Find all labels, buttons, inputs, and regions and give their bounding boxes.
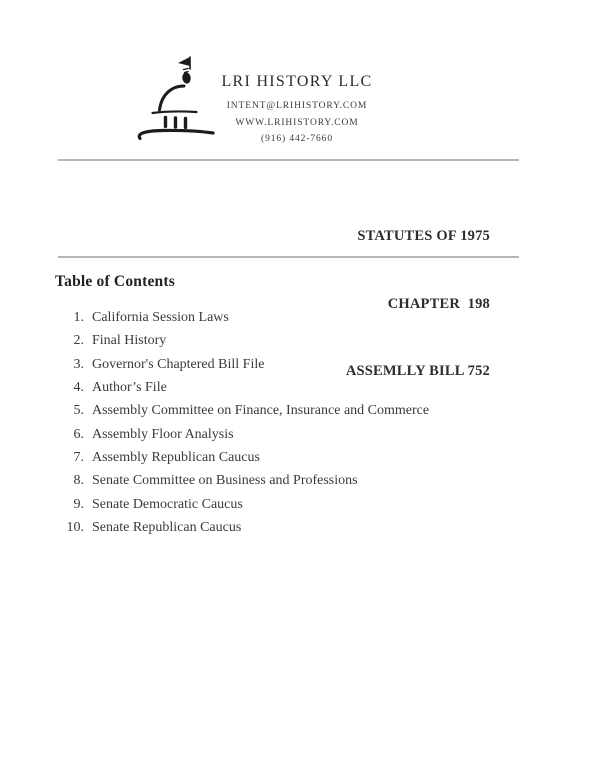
company-name: LRI HISTORY LLC <box>221 73 373 90</box>
toc-item-label: Author’s File <box>92 380 167 396</box>
toc-item-label: Final History <box>92 333 167 349</box>
toc-item <box>55 469 535 492</box>
toc-item-number: 5. <box>73 403 84 419</box>
toc-item-number: 3. <box>73 356 84 372</box>
toc-item <box>55 493 535 516</box>
toc-item-number: 8. <box>73 473 84 489</box>
toc-list <box>55 306 535 539</box>
toc-item-label: Senate Committee on Business and Professions <box>92 473 358 489</box>
toc-item-label: Assembly Committee on Finance, Insurance and Commerce <box>92 403 430 419</box>
toc-item <box>55 353 535 376</box>
company-phone: (916) 442-7660 <box>261 134 333 144</box>
company-email: INTENT@LRIHISTORY.COM <box>226 101 368 111</box>
toc-item-number: 4. <box>73 380 84 396</box>
toc-item-number: 10. <box>66 520 84 536</box>
toc-item <box>55 516 535 539</box>
statutes-line: STATUTES OF 1975 <box>357 228 490 244</box>
toc-item <box>55 329 535 352</box>
toc-item-label: Assembly Republican Caucus <box>92 450 260 466</box>
toc-item <box>55 399 535 422</box>
toc-item-label: Assembly Floor Analysis <box>92 426 234 442</box>
toc-item <box>55 306 535 329</box>
chapter-line: CHAPTER 198 <box>387 295 490 312</box>
toc-item <box>55 376 535 399</box>
divider-top <box>58 159 519 161</box>
toc-item-number: 7. <box>73 450 84 466</box>
toc-item-number: 1. <box>73 310 84 325</box>
toc-item <box>55 446 535 469</box>
toc-item-number: 6. <box>73 426 84 442</box>
toc-item-label: California Session Laws <box>92 310 229 325</box>
divider-bottom <box>58 256 519 258</box>
letterhead <box>187 72 407 148</box>
toc-item-label: Senate Republican Caucus <box>92 520 242 536</box>
bill-line: ASSEMLLY BILL 752 <box>345 363 490 379</box>
toc-title: Table of Contents <box>55 273 175 290</box>
company-website: WWW.LRIHISTORY.COM <box>235 117 359 128</box>
toc-item-number: 9. <box>73 496 84 512</box>
toc-item-label: Governor's Chaptered Bill File <box>92 356 265 372</box>
toc-item-label: Senate Democratic Caucus <box>92 496 243 512</box>
toc-item <box>55 423 535 446</box>
toc-item-number: 2. <box>73 333 84 349</box>
